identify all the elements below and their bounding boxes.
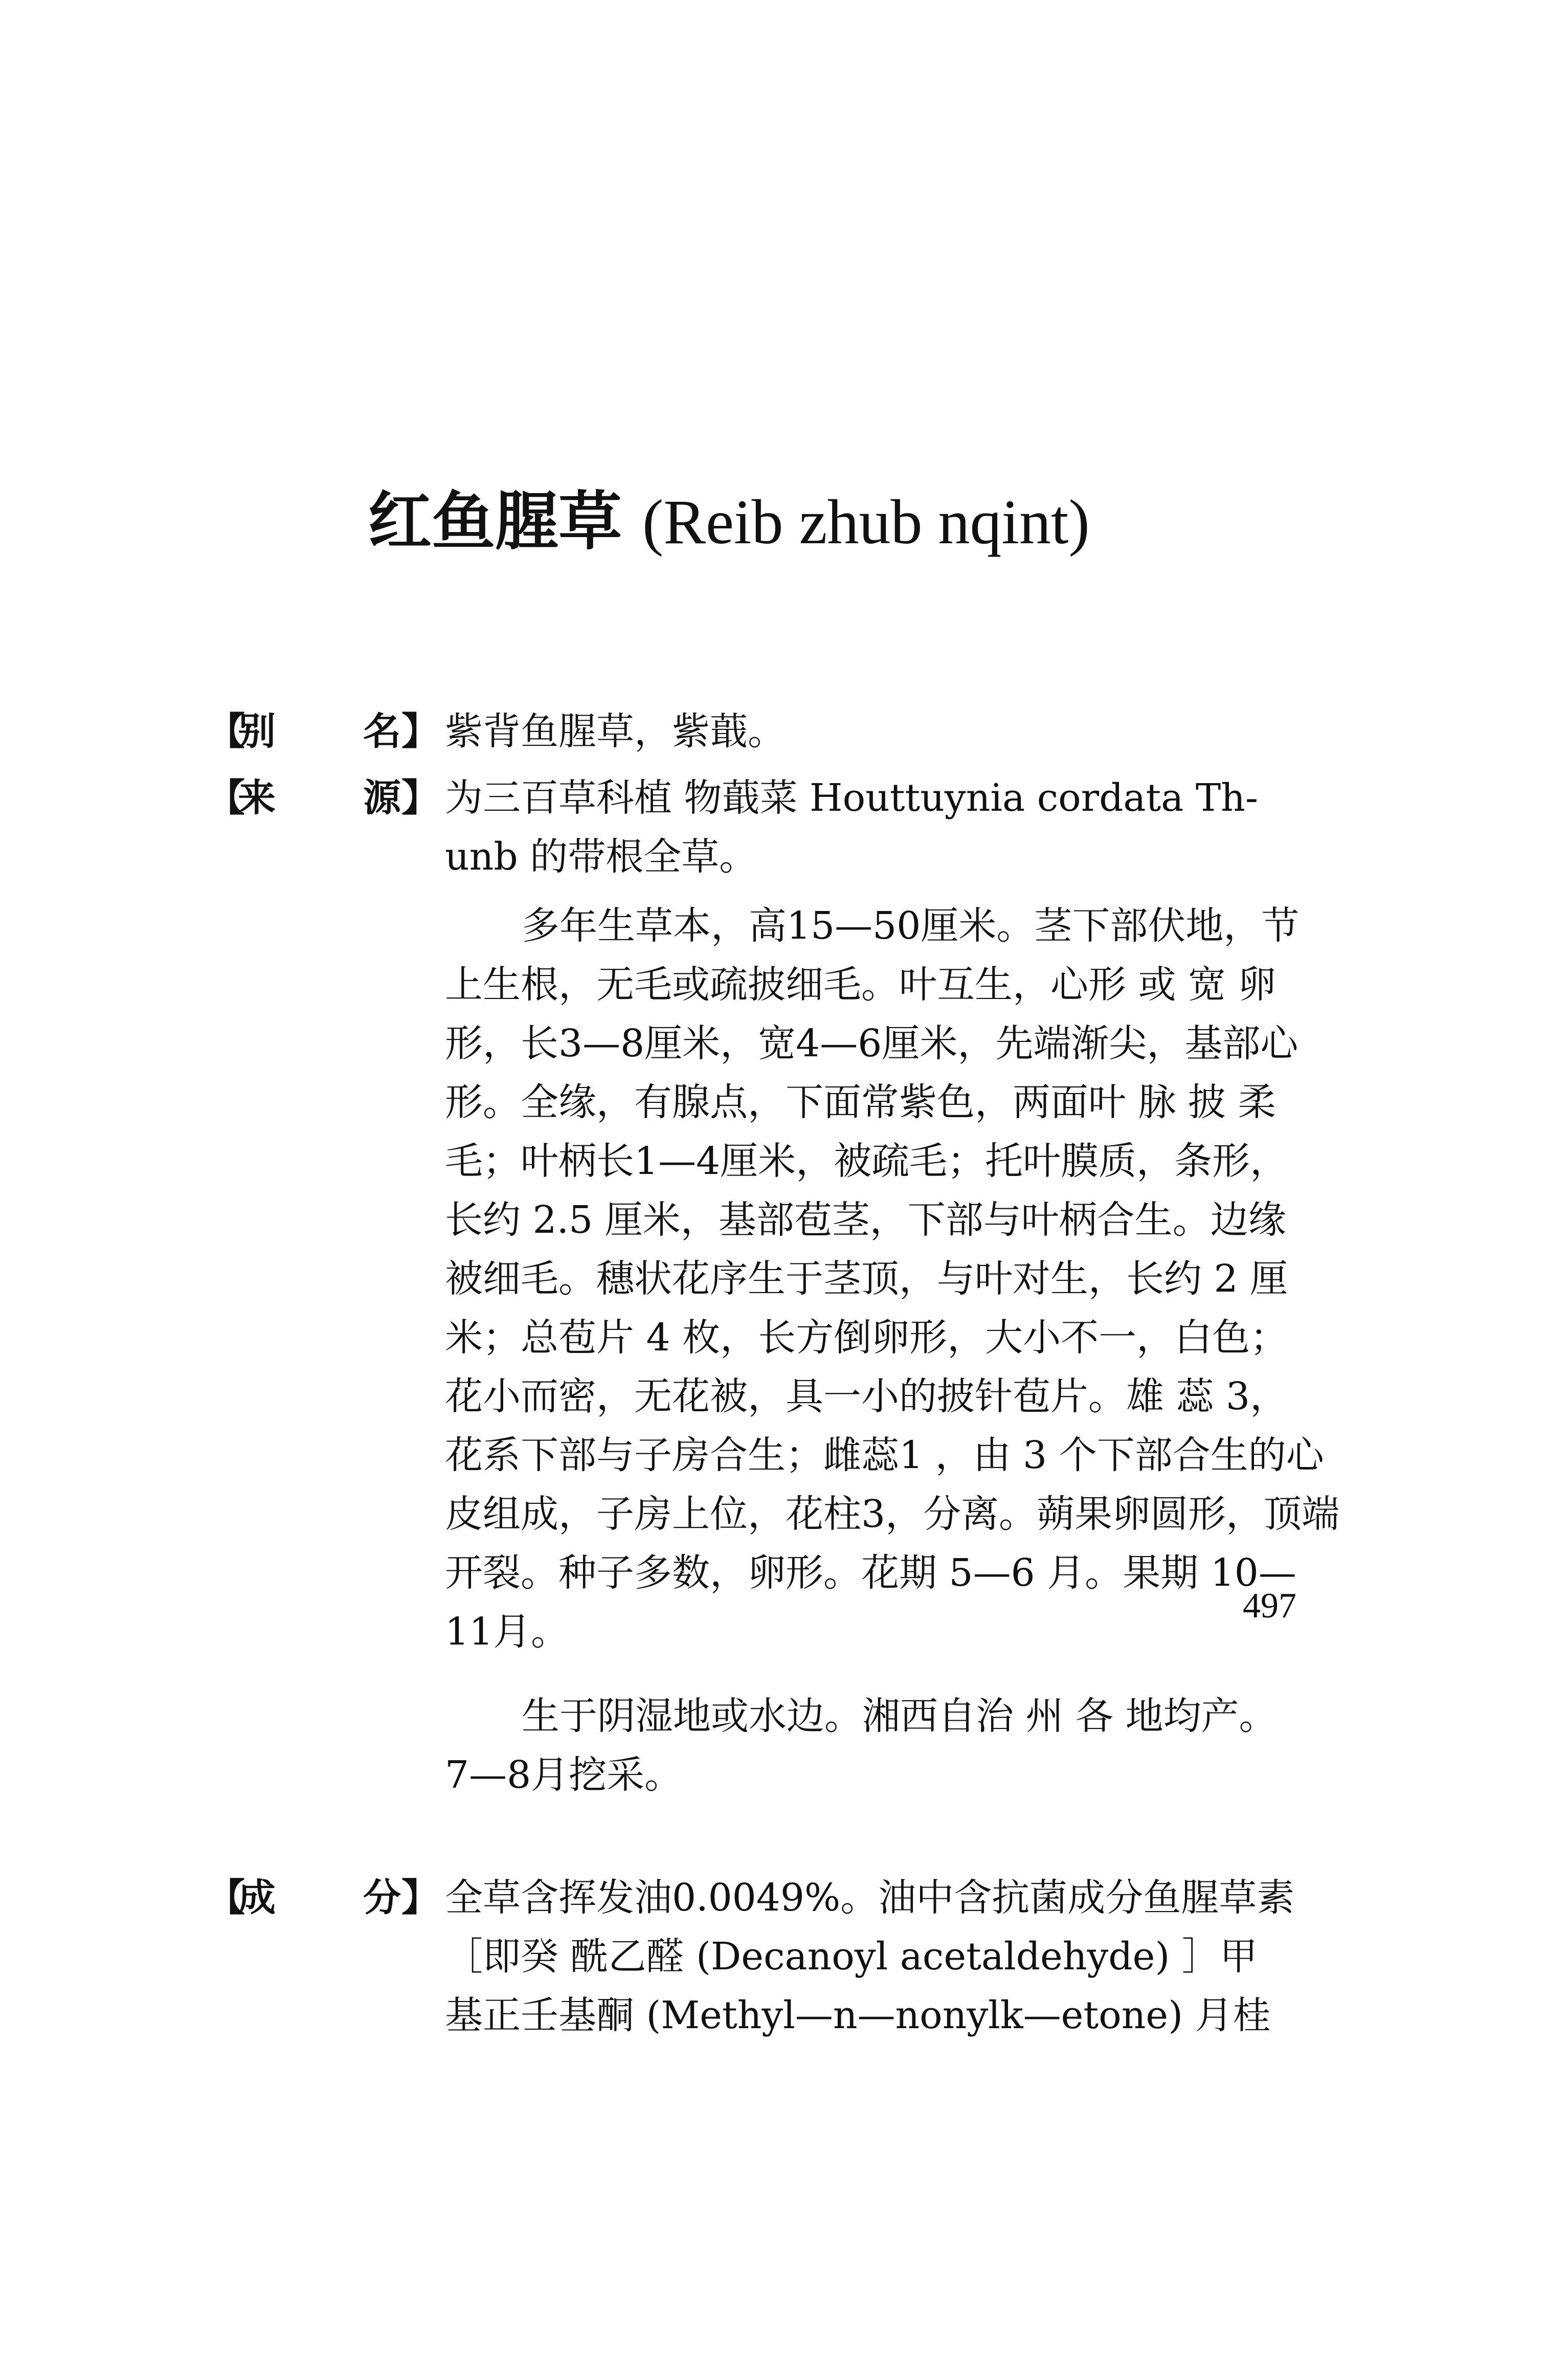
bracket-open: 【 xyxy=(207,709,245,753)
body-line: 花系下部与子房合生；雌蕊1 ，由 3 个下部合生的心 xyxy=(445,1433,1324,1477)
section-label-chengfen xyxy=(207,1870,439,1926)
section-label-laiyuan xyxy=(207,770,439,826)
title-latin: (Reib zhub nqint) xyxy=(642,487,1090,557)
body-line: ［即癸 酰乙醛 (Decanoyl acetaldehyde) ］甲 xyxy=(445,1935,1258,1979)
body-line: 紫背鱼腥草，紫蕺。 xyxy=(445,709,786,753)
body-line: 米；总苞片 4 枚，长方倒卵形，大小不一，白色； xyxy=(445,1316,1288,1360)
body-line: 形，长3—8厘米，宽4—6厘米，先端渐尖，基部心 xyxy=(445,1021,1298,1065)
page-title xyxy=(368,483,1090,561)
label-char-2: 名 xyxy=(363,709,401,753)
body-line: 生于阴湿地或水边。湘西自治 州 各 地均产。 xyxy=(522,1694,1277,1738)
body-line: 上生根，无毛或疏披细毛。叶互生，心形 或 宽 卵 xyxy=(445,963,1276,1007)
bracket-close: 】 xyxy=(401,776,439,820)
body-line: 基正壬基酮 (Methyl—n—nonylk—etone) 月桂 xyxy=(445,1993,1271,2037)
label-char-1: 成 xyxy=(238,1876,276,1920)
body-line: 开裂。种子多数，卵形。花期 5—6 月。果期 10— xyxy=(445,1551,1296,1595)
body-line: 皮组成，子房上位，花柱3，分离。蒴果卵圆形，顶端 xyxy=(445,1492,1340,1536)
body-line: 毛；叶柄长1—4厘米，被疏毛；托叶膜质，条形， xyxy=(445,1139,1288,1183)
bracket-open: 【 xyxy=(207,776,245,820)
body-line: 被细毛。穗状花序生于茎顶，与叶对生，长约 2 厘 xyxy=(445,1257,1288,1301)
body-line: unb 的带根全草。 xyxy=(445,835,757,879)
body-line: 11月。 xyxy=(445,1610,569,1654)
body-line: 形。全缘，有腺点，下面常紫色，两面叶 脉 披 柔 xyxy=(445,1080,1276,1124)
label-char-2: 分 xyxy=(363,1876,401,1920)
page-number: 497 xyxy=(1243,1586,1296,1626)
label-char-1: 别 xyxy=(238,709,276,753)
label-char-1: 来 xyxy=(238,776,276,820)
bracket-close: 】 xyxy=(401,709,439,753)
body-line: 长约 2.5 厘米，基部苞茎，下部与叶柄合生。边缘 xyxy=(445,1198,1286,1242)
bracket-open: 【 xyxy=(207,1876,245,1920)
body-line: 7—8月挖采。 xyxy=(445,1753,683,1797)
body-line: 花小而密，无花被，具一小的披针苞片。雄 蕊 3， xyxy=(445,1374,1288,1418)
body-line: 多年生草本，高15—50厘米。茎下部伏地，节 xyxy=(522,904,1300,948)
section-label-bieming xyxy=(207,703,439,760)
bracket-close: 】 xyxy=(401,1876,439,1920)
body-line: 全草含挥发油0.0049%。油中含抗菌成分鱼腥草素 xyxy=(445,1876,1295,1920)
body-line: 为三百草科植 物蕺菜 Houttuynia cordata Th- xyxy=(445,776,1258,820)
title-chinese: 红鱼腥草 xyxy=(368,485,622,559)
label-char-2: 源 xyxy=(363,776,401,820)
